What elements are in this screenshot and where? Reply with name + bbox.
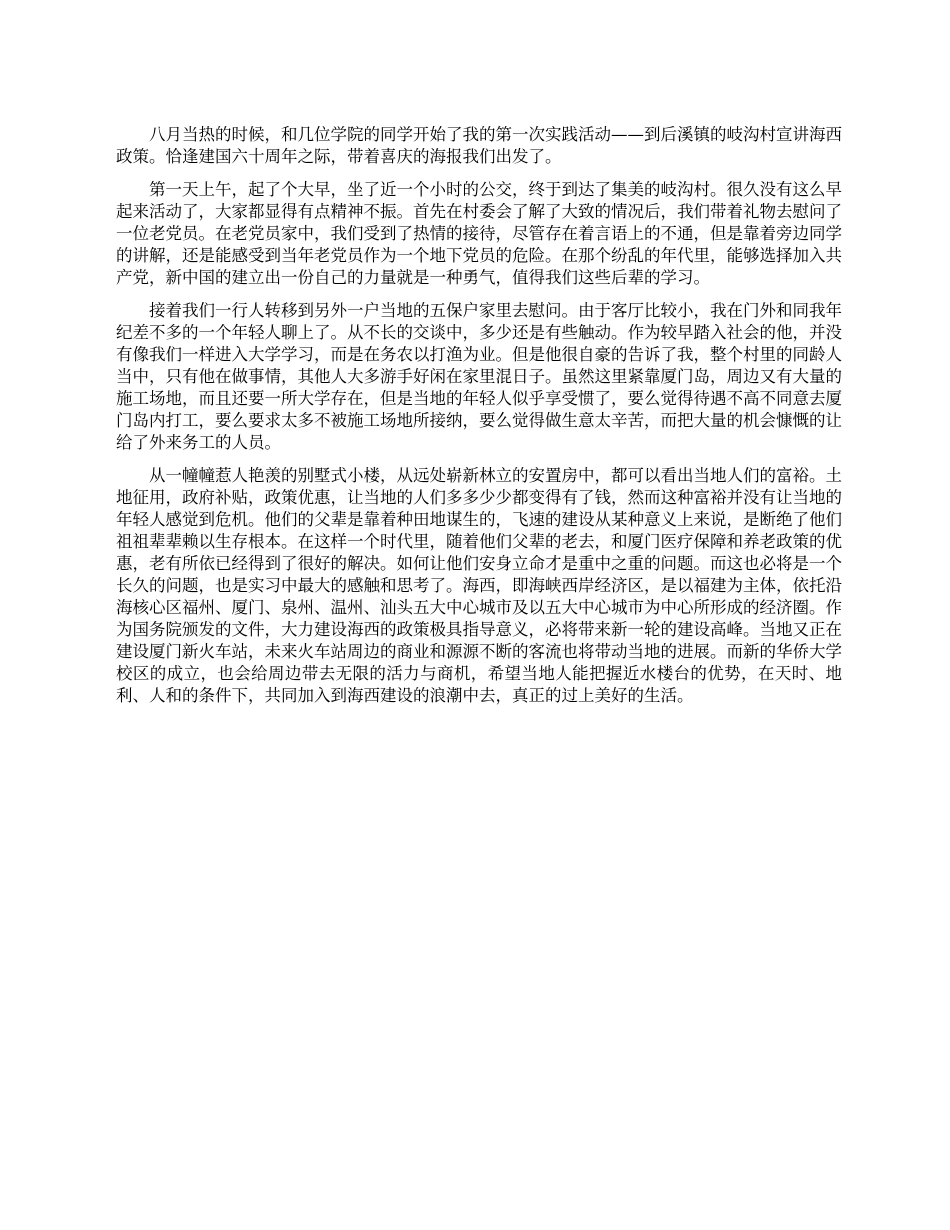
paragraph-4: 从一幢幢惹人艳羡的别墅式小楼，从远处崭新林立的安置房中，都可以看出当地人们的富裕。土地征用，政府补贴，政策优惠，让当地的人们多多少少都变得有了钱，然而这种富裕并没有让当地的年轻人感觉到危机。他们的父辈是靠着种田地谋生的，飞速的建设从某种意义上来说，是断绝了他们祖祖辈辈赖以生存根本。在这样一个时代里，随着他们父辈的老去，和厦门医疗保障和养老政策的优惠，老有所依已经得到了很好的解决。如何让他们安身立命才是重中之重的问题。而这也必将是一个长久的问题，也是实习中最大的感触和思考了。海西，即海峡西岸经济区，是以福建为主体，依托沿海核心区福州、厦门、泉州、温州、汕头五大中心城市及以五大中心城市为中心所形成的经济圈。作为国务院颁发的文件，大力建设海西的政策极具指导意义，必将带来新一轮的建设高峰。当地又正在建设厦门新火车站，未来火车站周边的商业和源源不断的客流也将带动当地的进展。而新的华侨大学校区的成立，也会给周边带去无限的活力与商机，希望当地人能把握近水楼台的优势，在天时、地利、人和的条件下，共同加入到海西建设的浪潮中去，真正的过上美好的生活。	[116, 466, 842, 705]
paragraph-3: 接着我们一行人转移到另外一户当地的五保户家里去慰问。由于客厅比较小，我在门外和同我年纪差不多的一个年轻人聊上了。从不长的交谈中，多少还是有些触动。作为较早踏入社会的他，并没有像我们一样进入大学学习，而是在务农以打渔为业。但是他很自豪的告诉了我，整个村里的同龄人当中，只有他在做事情，其他人大多游手好闲在家里混日子。虽然这里紧靠厦门岛，周边又有大量的施工场地，而且还要一所大学存在，但是当地的年轻人似乎享受惯了，要么觉得待遇不高不同意去厦门岛内打工，要么要求太多不被施工场地所接纳，要么觉得做生意太辛苦，而把大量的机会慷慨的让给了外来务工的人员。	[116, 301, 842, 452]
paragraph-2: 第一天上午，起了个大早，坐了近一个小时的公交，终于到达了集美的岐沟村。很久没有这么早起来活动了，大家都显得有点精神不振。首先在村委会了解了大致的情况后，我们带着礼物去慰问了一位老党员。在老党员家中，我们受到了热情的接待，尽管存在着言语上的不通，但是靠着旁边同学的讲解，还是能感受到当年老党员作为一个地下党员的危险。在那个纷乱的年代里，能够选择加入共产党，新中国的建立出一份自己的力量就是一种勇气，值得我们这些后辈的学习。	[116, 180, 842, 287]
document-body	[116, 124, 842, 718]
paragraph-1: 八月当热的时候，和几位学院的同学开始了我的第一次实践活动——到后溪镇的岐沟村宣讲海西政策。恰逢建国六十周年之际，带着喜庆的海报我们出发了。	[116, 125, 842, 166]
